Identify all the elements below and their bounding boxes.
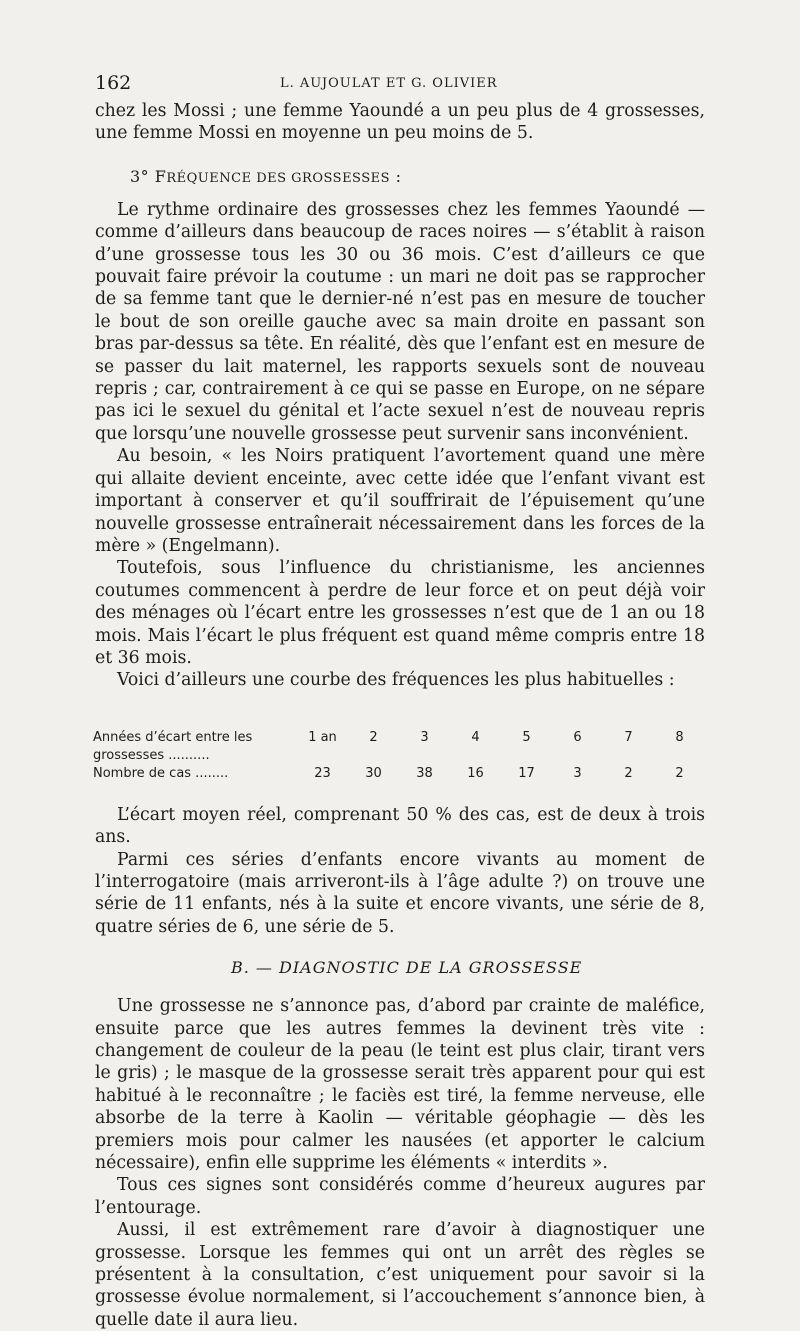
table-cell-count: 16 (467, 765, 484, 781)
table-cell-year: 5 (522, 729, 531, 745)
table-cell-year: 6 (573, 729, 582, 745)
table-cell-count: 17 (518, 765, 535, 781)
table-cell-year: 3 (420, 729, 429, 745)
section-heading-frequence (130, 167, 705, 186)
table-cell-count: 2 (624, 765, 633, 781)
page-header (95, 72, 705, 100)
table-cell-count: 30 (365, 765, 382, 781)
section-heading-tail: : (390, 166, 402, 186)
row-label-years-cont: grossesses .......... (93, 747, 210, 763)
row-label-counts: Nombre de cas ........ (93, 765, 229, 781)
row-label-years: Années d’écart entre les (93, 729, 253, 745)
paragraph-tous: Tous ces signes sont considérés comme d’heureux augures par l’entourage. (95, 1175, 705, 1218)
paragraph-une: Une grossesse ne s’annonce pas, d’abord par crainte de maléfice, ensuite parce que les autres femmes la devinent très vite : changement de couleur de la peau (le teint est plus clair, tirant vers le gris) ; le masque de la grossesse serait très apparent pour qui est habitué à le reconnaître ; le faciès est tiré, la femme nerveuse, elle absorbe de la terre à Kaolin — véritable géophagie — dès les premiers mois pour calmer les nausées (et apporter le calcium nécessaire), enfin elle supprime les éléments « interdits ». (95, 996, 705, 1174)
paragraph-rythme: Le rythme ordinaire des grossesses chez les femmes Yaoundé — comme d’ailleurs dans beaucoup de races noires — s’établit à raison d’une grossesse tous les 30 ou 36 mois. C’est d’ailleurs ce que pouvait faire prévoir la coutume : un mari ne doit pas se rapprocher de sa femme tant que le dernier-né n’est pas en mesure de toucher le bout de son oreille gauche avec sa main droite en passant son bras par-dessus sa tête. En réalité, dès que l’enfant est en mesure de se passer du lait maternel, les rapports sexuels sont de nouveau repris ; car, contrairement à ce qui se passe en Europe, on ne sépare pas ici le sexuel du génital et l’acte sexuel n’est de nouveau repris que lorsqu’une nouvelle grossesse peut survenir sans inconvénient. (95, 199, 705, 444)
section-heading-smallcaps: RÉQUENCE DES GROSSESSES (166, 170, 391, 186)
section-heading-num: 3° F (130, 166, 167, 186)
table-cell-year: 4 (471, 729, 480, 745)
paragraph-voici: Voici d’ailleurs une courbe des fréquences les plus habituelles : (117, 670, 675, 691)
table-row-counts (93, 766, 705, 784)
table-row-years (93, 730, 705, 748)
page-number: 162 (95, 72, 132, 94)
paragraph-parmi: Parmi ces séries d’enfants encore vivants au moment de l’interrogatoire (mais arriveront-ils à l’âge adulte ?) on trouve une série de 11 enfants, nés à la suite et encore vivants, une série de 8, quatre séries de 6, une série de 5. (95, 849, 705, 937)
table-cell-count: 38 (416, 765, 433, 781)
paragraph-aussi: Aussi, il est extrêmement rare d’avoir à diagnostiquer une grossesse. Lorsque les femmes qui ont un arrêt des règles se présentent à la consultation, c’est uniquement pour savoir si la grossesse évolue normalement, si l’accouchement s’annonce bien, à quelle date il aura lieu. (95, 1220, 705, 1330)
table-row-years-cont (93, 748, 705, 766)
table-cell-year: 1 an (308, 729, 337, 745)
paragraph-intro: chez les Mossi ; une femme Yaoundé a un peu plus de 4 grossesses, une femme Mossi en moyenne un peu moins de 5. (95, 101, 705, 144)
table-cell-count: 2 (675, 765, 684, 781)
section-heading-diagnostic: B. — DIAGNOSTIC DE LA GROSSESSE (231, 958, 583, 978)
page (95, 72, 705, 1331)
paragraph-besoin: Au besoin, « les Noirs pratiquent l’avortement quand une mère qui allaite devient enceinte, avec cette idée que l’enfant vivant est important à conserver et qu’il souffrirait de l’épuisement qu’une nouvelle grossesse entraînerait nécessairement dans les forces de la mère » (Engelmann). (95, 446, 705, 556)
running-head: L. AUJOULAT ET G. OLIVIER (280, 76, 498, 91)
frequency-table (93, 730, 705, 784)
table-cell-count: 23 (314, 765, 331, 781)
table-cell-year: 8 (675, 729, 684, 745)
paragraph-toutefois: Toutefois, sous l’influence du christianisme, les anciennes coutumes commencent à perdre de leur force et on peut déjà voir des ménages où l’écart entre les grossesses n’est que de 1 an ou 18 mois. Mais l’écart le plus fréquent est quand même compris entre 18 et 36 mois. (95, 558, 705, 668)
table-cell-count: 3 (573, 765, 582, 781)
paragraph-ecart: L’écart moyen réel, comprenant 50 % des cas, est de deux à trois ans. (95, 804, 705, 848)
table-cell-year: 2 (369, 729, 378, 745)
table-cell-year: 7 (624, 729, 633, 745)
